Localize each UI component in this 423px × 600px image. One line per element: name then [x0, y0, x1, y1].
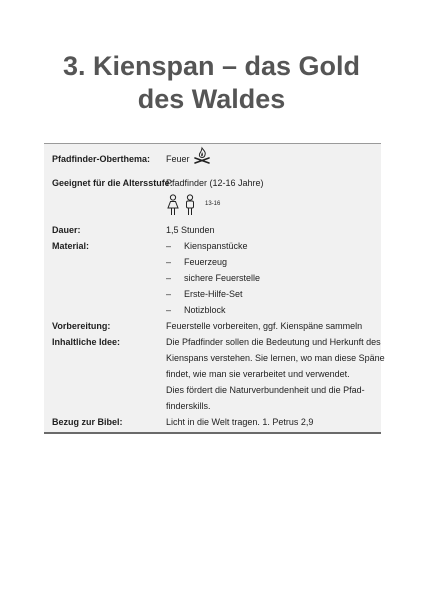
value-duration: 1,5 Stunden: [166, 225, 215, 235]
label-duration: Dauer:: [52, 225, 81, 235]
label-topic: Pfadfinder-Oberthema:: [52, 154, 151, 164]
label-material: Material:: [52, 241, 90, 251]
boy-figure-icon: [183, 194, 197, 221]
label-idea: Inhaltliche Idee:: [52, 337, 121, 347]
value-bible: Licht in die Welt tragen. 1. Petrus 2,9: [166, 417, 314, 427]
idea-line: Kienspans verstehen. Sie lernen, wo man diese Späne: [166, 353, 385, 363]
title-line-2: des Waldes: [137, 84, 286, 114]
label-bible: Bezug zur Bibel:: [52, 417, 123, 427]
value-topic: Feuer: [166, 154, 190, 164]
value-preparation: Feuerstelle vorbereiten, ggf. Kienspäne sammeln: [166, 321, 363, 331]
material-item: – Notizblock: [166, 305, 226, 315]
girl-figure-icon: [166, 194, 180, 221]
material-item: – Kienspanstücke: [166, 241, 248, 251]
title-line-1: 3. Kienspan – das Gold: [62, 51, 361, 81]
label-preparation: Vorbereitung:: [52, 321, 111, 331]
material-item: – sichere Feuerstelle: [166, 273, 261, 283]
panel-bottom-rule: [44, 432, 381, 434]
campfire-icon: [192, 146, 212, 171]
value-age: Pfadfinder (12-16 Jahre): [166, 178, 264, 188]
idea-line: Die Pfadfinder sollen die Bedeutung und Herkunft des: [166, 337, 381, 347]
age-badge: 13-16: [205, 201, 221, 207]
label-age: Geeignet für die Altersstufe:: [52, 178, 173, 188]
page-title: [0, 50, 423, 116]
material-item: – Feuerzeug: [166, 257, 228, 267]
idea-line: finderskills.: [166, 401, 211, 411]
material-item: – Erste-Hilfe-Set: [166, 289, 243, 299]
idea-line: findet, wie man sie verarbeitet und verwendet.: [166, 369, 350, 379]
idea-line: Dies fördert die Naturverbundenheit und die Pfad-: [166, 385, 365, 395]
panel-top-rule: [44, 143, 381, 144]
